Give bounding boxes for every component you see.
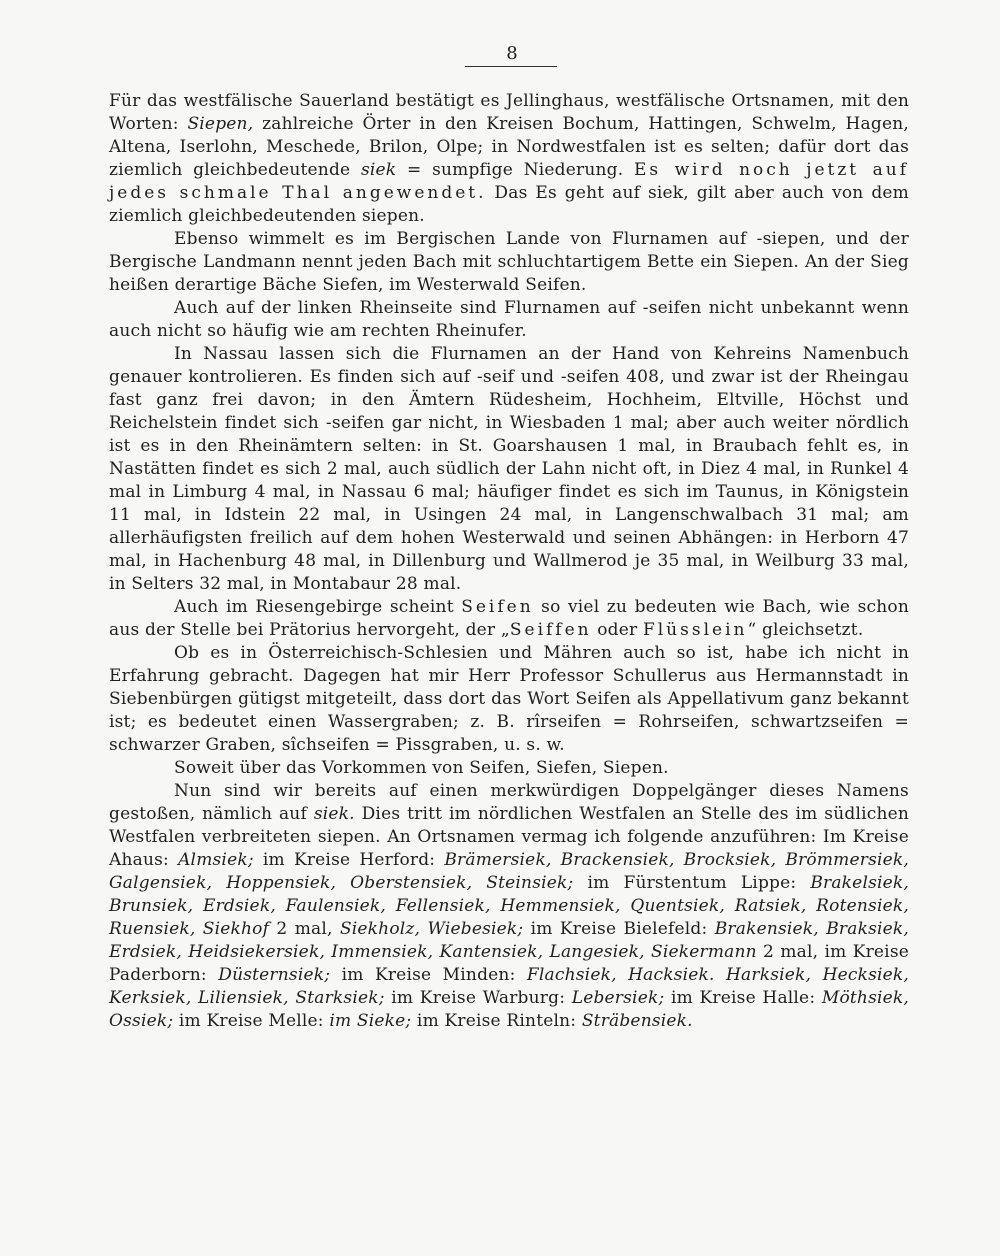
paragraph-7: Soweit über das Vorkommen von Seifen, Siefen, Siepen.: [174, 758, 669, 778]
paragraph-8: Nun sind wir bereits auf einen merkwürdigen Doppelgänger dieses Namens gestoßen, nämlich auf siek. Dies tritt im nördlichen Westfalen an Stelle des im südlichen Westfalen verbreiteten siepen. An Ortsnamen vermag ich folgende anzuführen: Im Kreise Ahaus: Almsiek; im Kreise Herford: Brämersiek, Brackensiek, Brocksiek, Brömmersiek, Galgensiek, Hoppensiek, Oberstensiek, Steinsiek; im Fürstentum Lippe: Brakelsiek, Brunsiek, Erdsiek, Faulensiek, Fellensiek, Hemmensiek, Quentsiek, Ratsiek, Rotensiek, Ruensiek, Siekhof 2 mal, Siekholz, Wiebesiek; im Kreise Bielefeld: Brakensiek, Braksiek, Erdsiek, Heidsiekersiek, Immensiek, Kantensiek, Langesiek, Siekermann 2 mal, im Kreise Paderborn: Düsternsiek; im Kreise Minden: Flachsiek, Hacksiek. Harksiek, Hecksiek, Kerksiek, Liliensiek, Starksiek; im Kreise Warburg: Lebersiek; im Kreise Halle: Möthsiek, Ossiek; im Kreise Melle: im Sieke; im Kreise Rinteln: Sträbensiek.: [109, 781, 910, 1031]
paragraph-6: Ob es in Österreichisch-Schlesien und Mähren auch so ist, habe ich nicht in Erfahrung gebracht. Dagegen hat mir Herr Professor Schullerus aus Hermannstadt in Siebenbürgen gütigst mitgeteilt, dass dort das Wort Seifen als Appellativum ganz bekannt ist; es bedeutet einen Wassergraben; z. B. rîrseifen = Rohrseifen, schwartzseifen = schwarzer Graben, sîchseifen = Pissgraben, u. s. w.: [109, 643, 909, 755]
header-rule: [465, 66, 557, 67]
paragraph-4: In Nassau lassen sich die Flurnamen an der Hand von Kehreins Namenbuch genauer kontrolieren. Es finden sich auf -seif und -seifen 408, und zwar ist der Rheingau fast ganz frei davon; in den Ämtern Rüdesheim, Hochheim, Eltville, Höchst und Reichelstein findet sich -seifen gar nicht, in Wiesbaden 1 mal; aber auch weiter nördlich ist es in den Rheinämtern selten: in St. Goarshausen 1 mal, in Braubach fehlt es, in Nastätten findet es sich 2 mal, auch südlich der Lahn nicht oft, in Diez 4 mal, in Runkel 4 mal in Limburg 4 mal, in Nassau 6 mal; häufiger findet es sich im Taunus, in Königstein 11 mal, in Idstein 22 mal, in Usingen 24 mal, in Langenschwalbach 31 mal; am allerhäufigsten freilich auf dem hohen Westerwald und seinen Abhängen: in Herborn 47 mal, in Hachenburg 48 mal, in Dillenburg und Wallmerod je 35 mal, in Weilburg 33 mal, in Selters 32 mal, in Montabaur 28 mal.: [109, 344, 909, 594]
page-number: 8: [506, 43, 518, 64]
body-text: [109, 90, 909, 1033]
paragraph-5: Auch im Riesengebirge scheint Seifen so viel zu bedeuten wie Bach, wie schon aus der Stelle bei Prätorius hervorgeht, der „Seiffen oder Flüsslein“ gleichsetzt.: [109, 597, 909, 640]
paragraph-3: Auch auf der linken Rheinseite sind Flurnamen auf -seifen nicht unbekannt wenn auch nicht so häufig wie am rechten Rheinufer.: [109, 298, 909, 341]
paragraph-2: Ebenso wimmelt es im Bergischen Lande von Flurnamen auf -siepen, und der Bergische Landmann nennt jeden Bach mit schluchtartigem Bette ein Siepen. An der Sieg heißen derartige Bäche Siefen, im Westerwald Seifen.: [109, 229, 909, 295]
paragraph-1: Für das westfälische Sauerland bestätigt es Jellinghaus, westfälische Ortsnamen, mit den Worten: Siepen, zahlreiche Örter in den Kreisen Bochum, Hattingen, Schwelm, Hagen, Altena, Iserlohn, Meschede, Brilon, Olpe; in Nordwestfalen ist es selten; dafür dort das ziemlich gleichbedeutende siek = sumpfige Niederung. Es wird noch jetzt auf jedes schmale Thal angewendet. Das Es geht auf siek, gilt aber auch von dem ziemlich gleichbedeutenden siepen.: [109, 91, 909, 226]
